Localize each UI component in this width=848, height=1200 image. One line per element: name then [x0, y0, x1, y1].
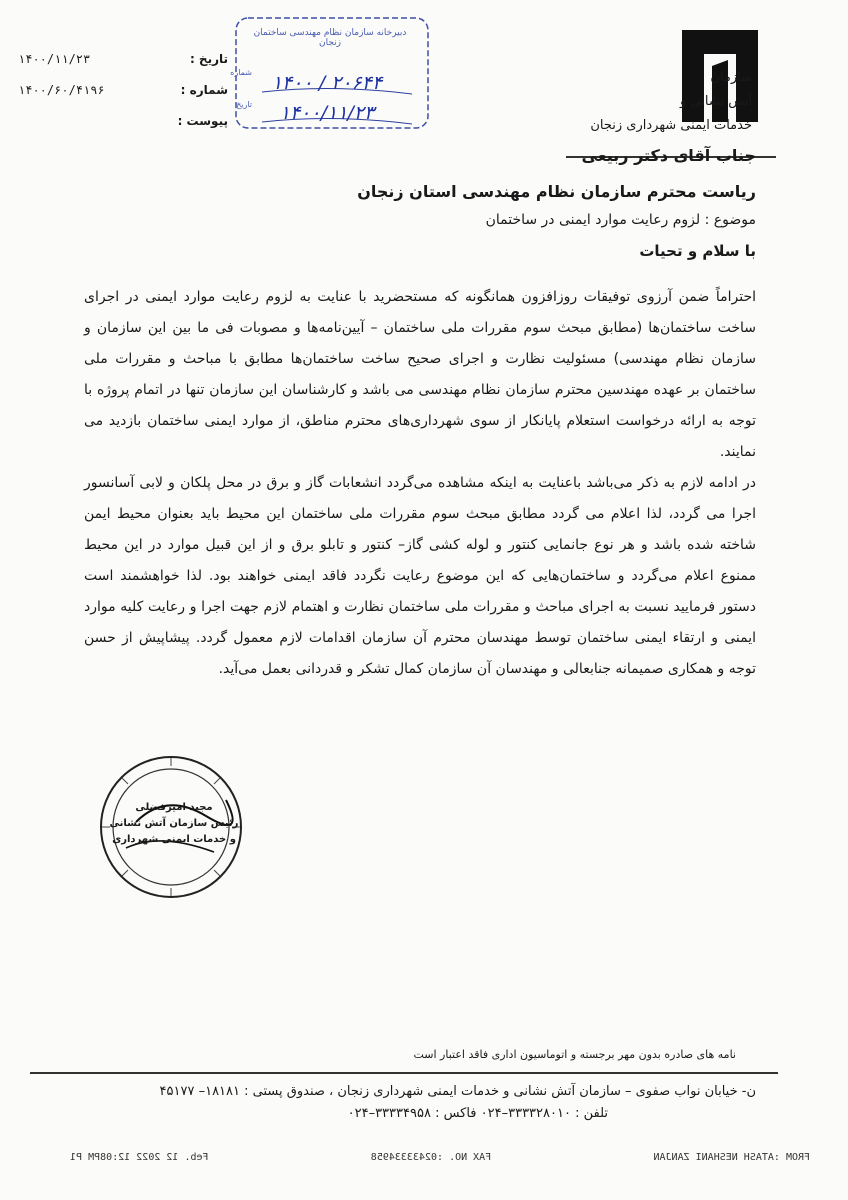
letter-body: [84, 282, 756, 685]
number-row: [18, 75, 228, 106]
fax-header-line: [70, 1152, 810, 1163]
fax-from: FROM :ATASH NESHANI ZANJAN: [653, 1152, 810, 1163]
letter-meta: [18, 44, 228, 137]
number-label: شماره :: [180, 83, 228, 97]
footer-address: ن- خیابان نواب صفوی – سازمان آتش نشانی و خدمات ایمنی شهرداری زنجان ، صندوق پستی : ۱۸۱۸۱– ۴۵۱۷۷: [159, 1084, 756, 1099]
organization-name: [532, 66, 752, 138]
signatory: [104, 800, 244, 848]
addressee-title: ریاست محترم سازمان نظام مهندسی استان زنجان: [357, 182, 756, 201]
org-line-1: سازمان: [710, 70, 752, 85]
letter-subject: موضوع : لزوم رعایت موارد ایمنی در ساختمان: [485, 212, 756, 228]
signatory-name: مجید امیرفضلی: [135, 802, 213, 813]
date-label: تاریخ :: [189, 52, 228, 66]
org-line-3: خدمات ایمنی شهرداری زنجان: [590, 118, 752, 133]
signatory-title-2: و خدمات ایمنی شهرداری: [112, 834, 236, 845]
number-value: ۱۴۰۰/۶۰/۴۱۹۶: [18, 83, 105, 97]
registration-stamp: [232, 14, 432, 132]
org-line-2: آتش نشانی و: [680, 94, 752, 109]
date-value: ۱۴۰۰/۱۱/۲۳: [18, 52, 91, 66]
date-row: [18, 44, 228, 75]
fax-timestamp: Feb. 12 2022 12:08PM P1: [70, 1152, 209, 1163]
footer-divider: [30, 1072, 778, 1074]
attachment-row: [18, 106, 228, 137]
stamp-number: ۱۴۰۰ / ۲۰۶۴۴: [271, 72, 383, 94]
footer-phone-fax: تلفن : ۳۳۳۳۲۸۰۱۰–۰۲۴ فاکس : ۳۳۳۳۴۹۵۸–۰۲۴: [347, 1106, 608, 1121]
stamp-title: دبیرخانه سازمان نظام مهندسی ساختمان زنجان: [253, 28, 407, 48]
footer-validity-note: نامه های صادره بدون مهر برجسته و اتوماسیون اداری فاقد اعتبار است: [413, 1048, 736, 1061]
stamp-number-label: شماره: [230, 68, 252, 77]
fax-number: FAX NO. :02433334958: [370, 1152, 492, 1163]
addressee-name: جناب آقای دکتر ربیعی: [581, 146, 756, 165]
attachment-label: پیوست :: [177, 114, 228, 128]
stamp-date: ۱۴۰۰/۱۱/۲۳: [279, 102, 375, 124]
body-paragraph-1: احتراماً ضمن آرزوی توفیقات روزافزون همانگونه که مستحضرید با عنایت به لزوم رعایت موارد ایمنی در اجرای ساخت ساختمان‌ها (مطابق مبحث سوم مقررات ملی ساختمان – آیین‌نامه‌ها و مصوبات فی ما بین این سازمان و سازمان نظام مهندسی) مسئولیت نظارت و اجرای صحیح ساخت ساختمان‌ها مطابق با مباحث و مقررات ملی ساختمان بر عهده مهندسین محترم سازمان نظام مهندسی می باشد و کارشناسان این سازمان تنها در اتمام پروژه با توجه به ارائه درخواست استعلام پایانکار از سوی شهرداری‌های محترم مناطق، از موارد ایمنی ساختمان بازدید می نمایند.: [84, 289, 756, 460]
body-paragraph-2: در ادامه لازم به ذکر می‌باشد باعنایت به اینکه مشاهده می‌گردد انشعابات گاز و برق در محل پلکان و لابی آسانسور اجرا می گردد، لذا اعلام می گردد مطابق مبحث سوم مقررات ملی ساختمان این محیط باید بعنوان محیط ایمن شاخته شده باشد و هر نوع جانمایی کنتور و لوله کشی گاز– کنتور و تابلو برق و از این قبیل موارد در این محیط ممنوع اعلام می‌گردد و ساختمان‌هایی که این موضوع رعایت نگردد فاقد ایمنی خواهند بود. لذا خواهشمند است دستور فرمایید نسبت به اجرای مباحث و مقررات ملی ساختمان نظارت و اهتمام لازم جهت اجرا و رعایت کلیه موارد ایمنی و ارتقاء ایمنی ساختمان توسط مهندسان محترم آن سازمان اقدامات لازم معمول گردد. پیشاپیش از حسن توجه و همکاری صمیمانه جنابعالی و مهندسان آن سازمان کمال تشکر و قدردانی بعمل می‌آید.: [84, 475, 756, 677]
signatory-title-1: رئیس سازمان آتش نشانی: [109, 818, 239, 829]
stamp-date-label: تاریخ: [236, 100, 252, 109]
greeting: با سلام و تحیات: [639, 242, 756, 260]
